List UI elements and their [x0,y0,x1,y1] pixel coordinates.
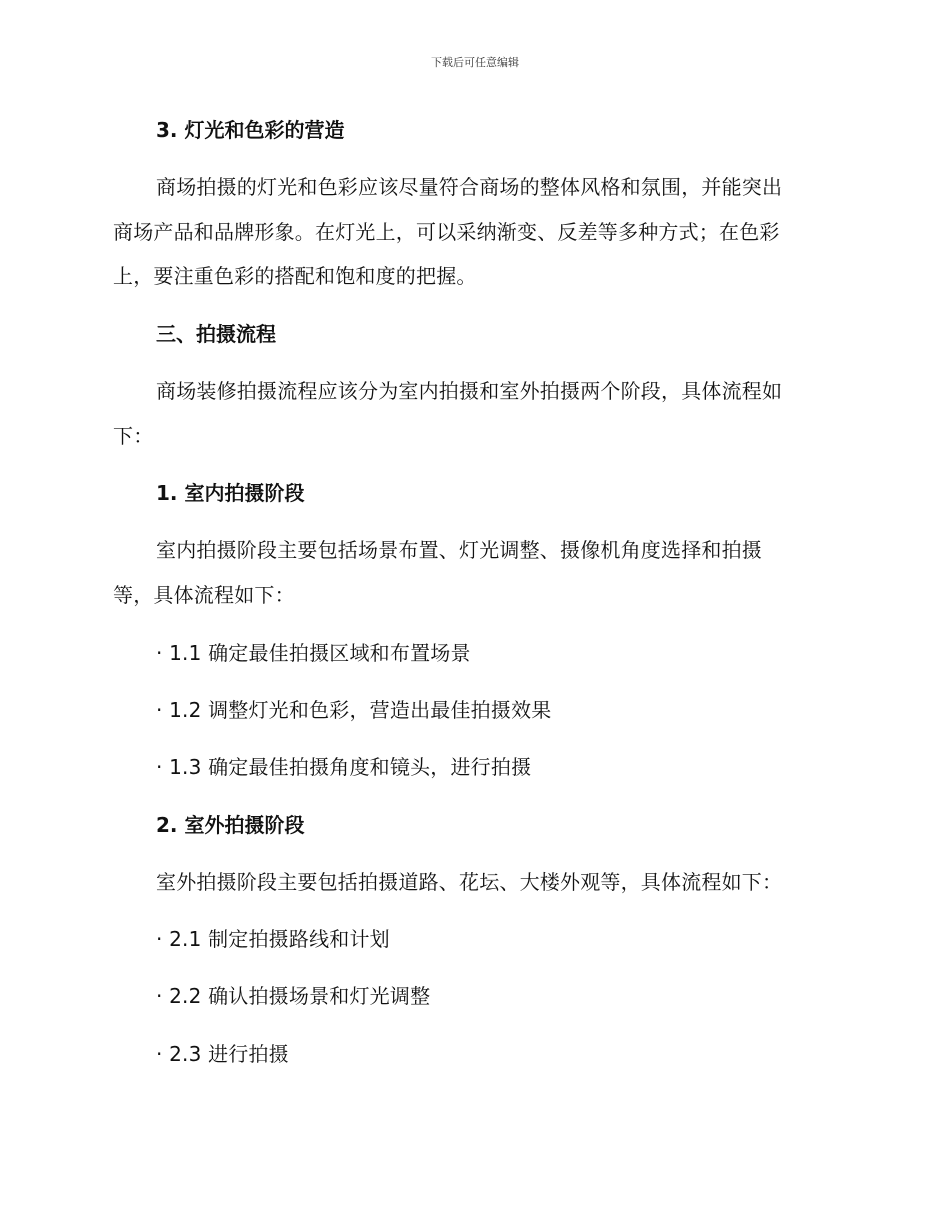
paragraph-line: 室外拍摄阶段主要包括拍摄道路、花坛、大楼外观等，具体流程如下： [156,870,783,894]
paragraph-line: 室内拍摄阶段主要包括场景布置、灯光调整、摄像机角度选择和拍摄 [156,538,762,562]
paragraph-line: 等，具体流程如下： [113,583,295,607]
list-item: · 1.3 确定最佳拍摄角度和镜头，进行拍摄 [156,755,532,779]
paragraph-line: 商场产品和品牌形象。在灯光上，可以采纳渐变、反差等多种方式；在色彩 [113,220,780,244]
paragraph-line: 上，要注重色彩的搭配和饱和度的把握。 [113,264,477,288]
list-item: · 2.2 确认拍摄场景和灯光调整 [156,984,431,1008]
paragraph-line: 下： [113,424,154,448]
chapter-3-heading: 三、拍摄流程 [156,322,276,346]
list-item: · 1.1 确定最佳拍摄区域和布置场景 [156,641,471,665]
paragraph-line: 商场拍摄的灯光和色彩应该尽量符合商场的整体风格和氛围，并能突出 [156,175,783,199]
list-item: · 2.3 进行拍摄 [156,1042,289,1066]
section-3-heading: 3. 灯光和色彩的营造 [156,118,345,142]
outdoor-stage-heading: 2. 室外拍摄阶段 [156,813,305,837]
paragraph-line: 商场装修拍摄流程应该分为室内拍摄和室外拍摄两个阶段，具体流程如 [156,379,783,403]
header-note: 下载后可任意编辑 [431,56,519,69]
list-item: · 1.2 调整灯光和色彩，营造出最佳拍摄效果 [156,698,552,722]
indoor-stage-heading: 1. 室内拍摄阶段 [156,481,305,505]
list-item: · 2.1 制定拍摄路线和计划 [156,927,390,951]
